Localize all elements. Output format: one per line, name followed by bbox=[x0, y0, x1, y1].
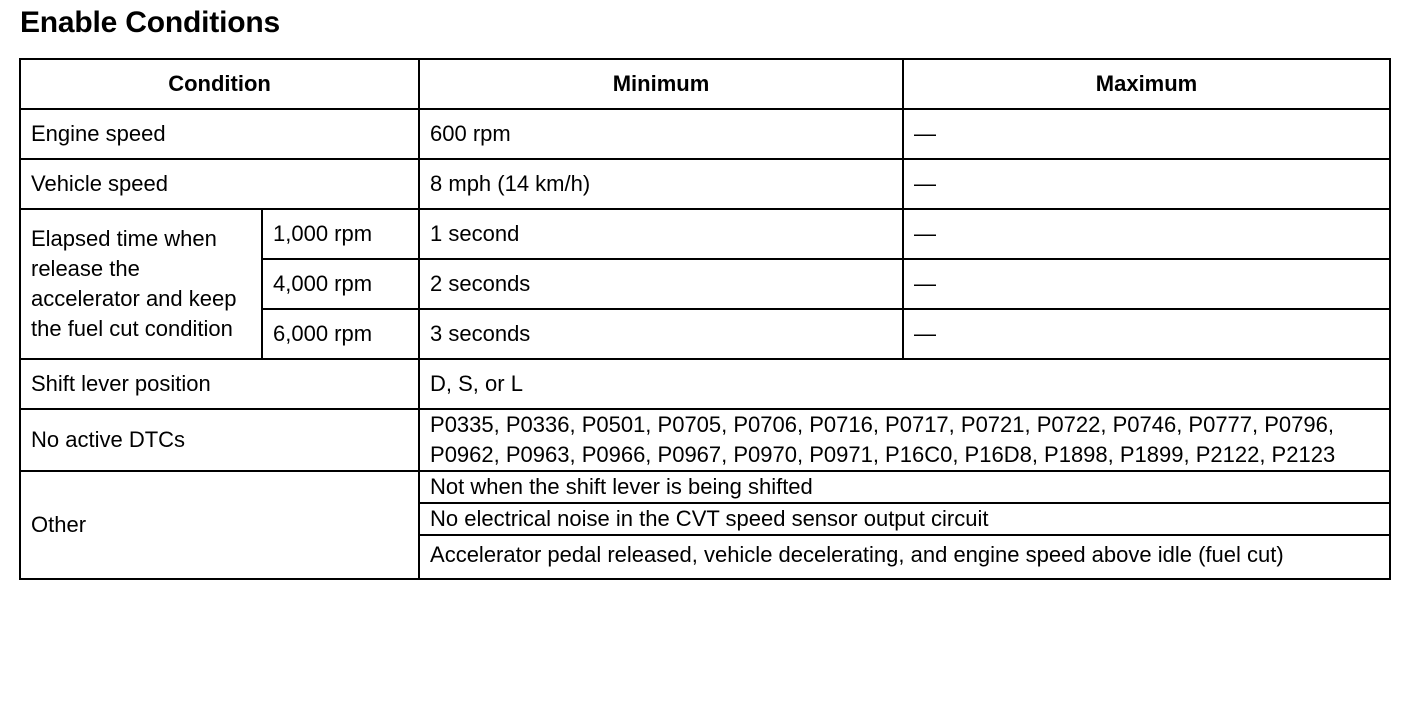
maximum-cell: — bbox=[903, 109, 1390, 159]
other-condition-cell: Accelerator pedal released, vehicle decelerating, and engine speed above idle (fuel cut) bbox=[419, 535, 1390, 579]
rpm-cell: 1,000 rpm bbox=[262, 209, 419, 259]
maximum-cell: — bbox=[903, 309, 1390, 359]
condition-cell: Engine speed bbox=[20, 109, 419, 159]
header-row bbox=[20, 59, 1390, 109]
maximum-cell: — bbox=[903, 209, 1390, 259]
header-condition: Condition bbox=[20, 59, 419, 109]
maximum-cell: — bbox=[903, 259, 1390, 309]
condition-cell: Other bbox=[20, 471, 419, 579]
enable-conditions-table bbox=[19, 58, 1391, 580]
header-maximum: Maximum bbox=[903, 59, 1390, 109]
maximum-cell: — bbox=[903, 159, 1390, 209]
condition-cell: Shift lever position bbox=[20, 359, 419, 409]
table-row bbox=[20, 209, 1390, 259]
rpm-cell: 4,000 rpm bbox=[262, 259, 419, 309]
rpm-cell: 6,000 rpm bbox=[262, 309, 419, 359]
other-condition-cell: No electrical noise in the CVT speed sensor output circuit bbox=[419, 503, 1390, 535]
table-row bbox=[20, 109, 1390, 159]
minimum-cell: 8 mph (14 km/h) bbox=[419, 159, 903, 209]
minimum-cell: 2 seconds bbox=[419, 259, 903, 309]
table-row bbox=[20, 159, 1390, 209]
condition-cell: No active DTCs bbox=[20, 409, 419, 471]
table-row bbox=[20, 359, 1390, 409]
minimum-cell: 600 rpm bbox=[419, 109, 903, 159]
minimum-cell: 3 seconds bbox=[419, 309, 903, 359]
table-row bbox=[20, 471, 1390, 503]
dtc-list-cell: P0335, P0336, P0501, P0705, P0706, P0716, P0717, P0721, P0722, P0746, P0777, P0796, P0962, P0963, P0966, P0967, P0970, P0971, P16C0, P16D8, P1898, P1899, P2122, P2123 bbox=[419, 409, 1390, 471]
minimum-cell: 1 second bbox=[419, 209, 903, 259]
table-row bbox=[20, 409, 1390, 471]
header-minimum: Minimum bbox=[419, 59, 903, 109]
other-condition-cell: Not when the shift lever is being shifted bbox=[419, 471, 1390, 503]
condition-cell: Vehicle speed bbox=[20, 159, 419, 209]
page-title: Enable Conditions bbox=[20, 6, 280, 39]
condition-cell: Elapsed time when release the accelerator and keep the fuel cut condition bbox=[20, 209, 262, 359]
value-cell: D, S, or L bbox=[419, 359, 1390, 409]
